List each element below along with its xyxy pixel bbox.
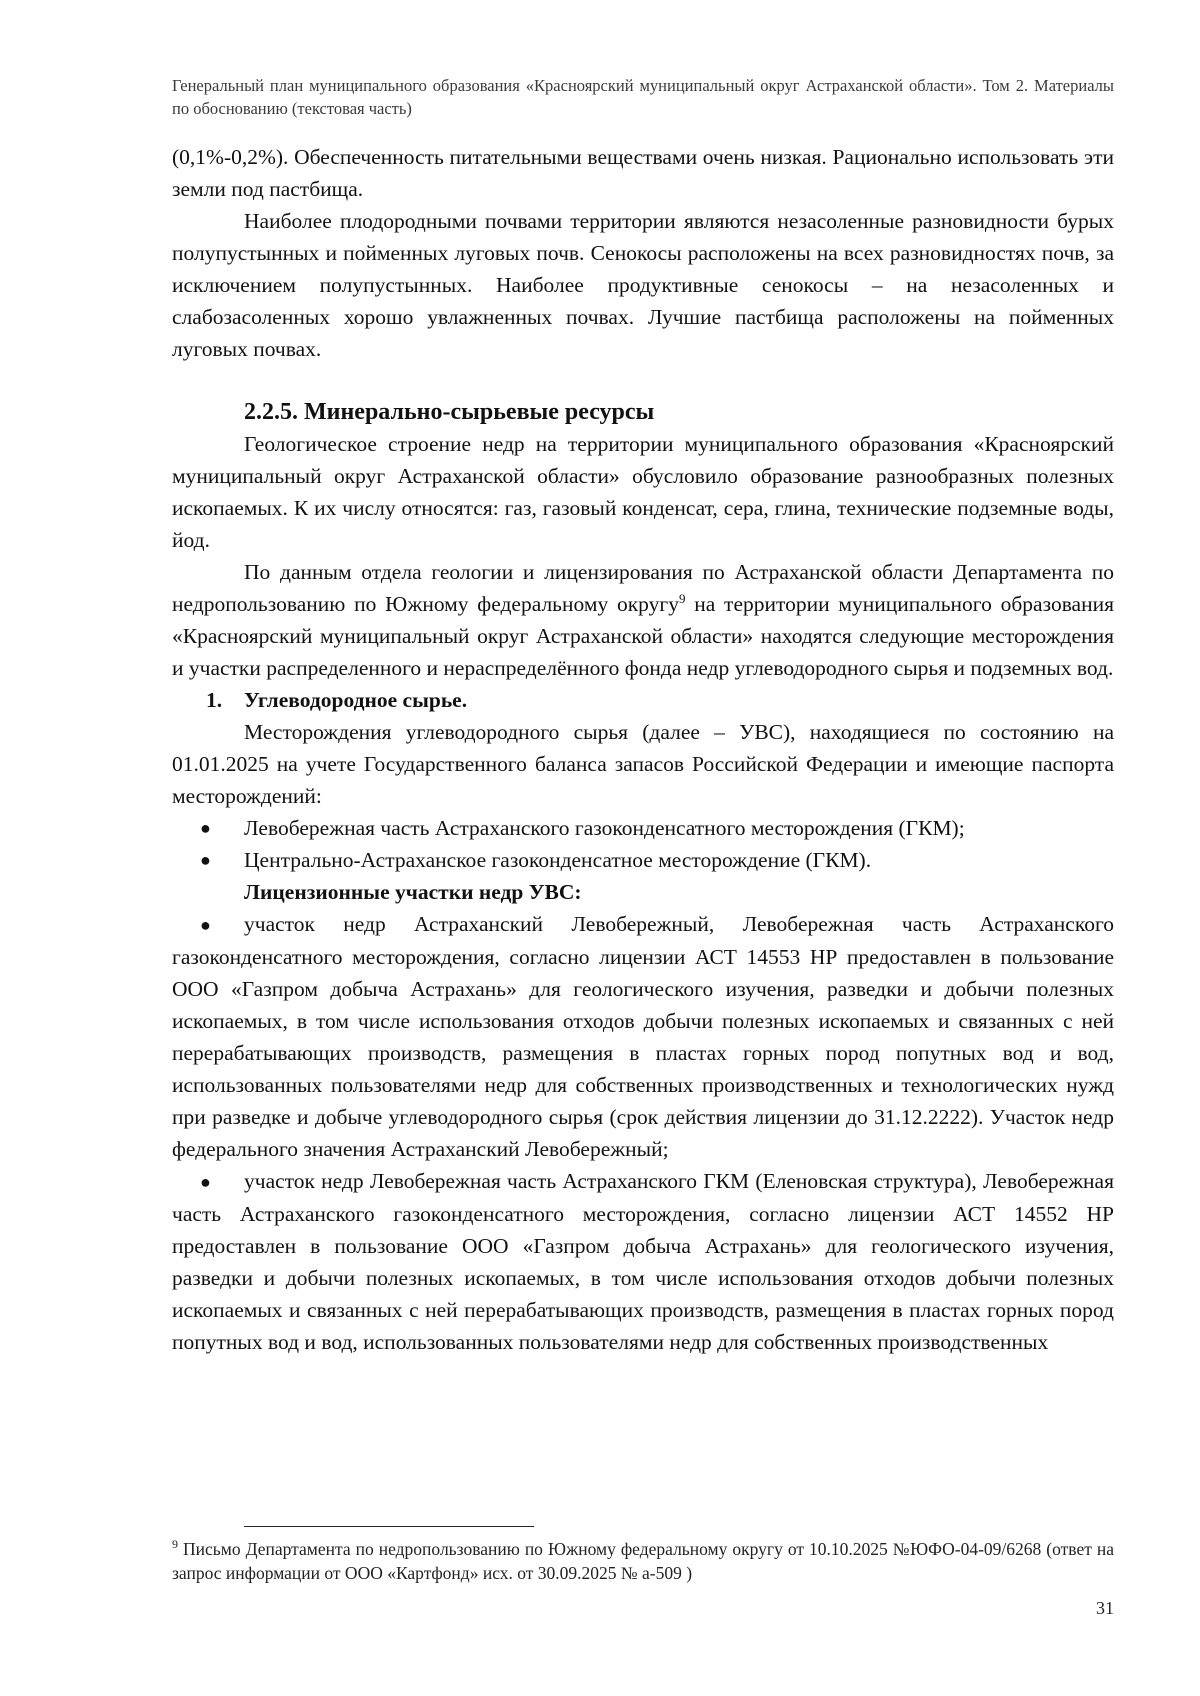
bullet-icon: ● <box>200 915 211 935</box>
paragraph-geology: Геологическое строение недр на территории муниципального образования «Красноярский муниципальный округ Астраханской области» обусловило образование разнообразных полезных ископаемых. К их числу относятся: газ, газовый конденсат, сера, глина, технические подземные воды, йод. <box>172 432 1114 552</box>
list-item <box>172 812 1114 844</box>
licensed-area-text: участок недр Левобережная часть Астраханского ГКМ (Еленовская структура), Левобережная часть Астраханского газоконденсатного месторождения, согласно лицензии АСТ 14552 НР предоставлен в пользование ООО «Газпром добыча Астрахань» для геологического изучения, разведки и добычи полезных ископаемых, в том числе использования отходов добычи полезных ископаемых и связанных с ней перерабатывающих производств, размещения в пластах горных пород попутных вод и вод, использованных пользователями недр для собственных производственных <box>172 1169 1114 1354</box>
department-data-text: По данным отдела геологии и лицензирования по Астраханской области Департамента по недропользованию по Южному федеральному округу <box>172 560 1114 616</box>
deposit-name: Левобережная часть Астраханского газоконденсатного месторождения (ГКМ); <box>244 816 965 840</box>
section-heading: 2.2.5. Минерально-сырьевые ресурсы <box>244 399 655 425</box>
footnote-number: 9 <box>172 1537 178 1552</box>
licensed-area-item <box>172 908 1114 1165</box>
deposit-name: Центрально-Астраханское газоконденсатное месторождение (ГКМ). <box>244 848 872 872</box>
list-number: 1. <box>206 688 223 712</box>
list-heading: Углеводородное сырье. <box>244 688 468 712</box>
footnote-separator <box>244 1526 534 1527</box>
footnote-reference[interactable]: 9 <box>678 590 686 606</box>
department-data-text-continued: на территории муниципального образования «Красноярский муниципальный округ Астраханской области» находятся следующие месторождения и участки распределенного и нераспределённого фонда недр углеводородного сырья и подземных вод. <box>172 592 1115 680</box>
licensed-areas-heading: Лицензионные участки недр УВС: <box>244 880 582 904</box>
paragraph-department-data <box>172 556 1114 684</box>
paragraph-soil-nutrients: (0,1%-0,2%). Обеспеченность питательными веществами очень низкая. Рационально использовать эти земли под пастбища. <box>172 145 1114 201</box>
licensed-area-item <box>172 1165 1114 1358</box>
bullet-icon: ● <box>200 850 211 870</box>
footnote-text: Письмо Департамента по недропользованию по Южному федеральному округу от 10.10.2025 №ЮФО-04-09/6268 (ответ на запрос информации от ООО «Картфонд» исх. от 30.09.2025 № а-509 ) <box>172 1539 1114 1583</box>
licensed-area-text: участок недр Астраханский Левобережный, Левобережная часть Астраханского газоконденсатного месторождения, согласно лицензии АСТ 14553 НР предоставлен в пользование ООО «Газпром добыча Астрахань» для геологического изучения, разведки и добычи полезных ископаемых, в том числе использования отходов добычи полезных ископаемых и связанных с ней перерабатывающих производств, размещения в пластах горных пород попутных вод и вод, использованных пользователями недр для собственных производственных и технологических нужд при разведке и добыче углеводородного сырья (срок действия лицензии до 31.12.2222). Участок недр федерального значения Астраханский Левобережный; <box>172 912 1114 1161</box>
numbered-list-item <box>206 684 1114 716</box>
paragraph-fertile-soils: Наиболее плодородными почвами территории являются незасоленные разновидности бурых полупустынных и пойменных луговых почв. Сенокосы расположены на всех разновидностях почв, за исключением полупустынных. Наиболее продуктивные сенокосы – на незасоленных и слабозасоленных хорошо увлажненных почвах. Лучшие пастбища расположены на пойменных луговых почвах. <box>172 209 1114 361</box>
page-body <box>172 141 1114 1358</box>
bullet-icon: ● <box>200 818 211 838</box>
page-number: 31 <box>1096 1598 1114 1618</box>
paragraph-hydrocarbon-deposits: Месторождения углеводородного сырья (далее – УВС), находящиеся по состоянию на 01.01.2025 на учете Государственного баланса запасов Российской Федерации и имеющие паспорта месторождений: <box>172 720 1114 808</box>
list-item <box>172 844 1114 876</box>
bullet-icon: ● <box>200 1172 211 1192</box>
running-header: Генеральный план муниципального образования «Красноярский муниципальный округ Астраханской области». Том 2. Материалы по обоснованию (текстовая часть) <box>172 76 1114 118</box>
footnote <box>172 1537 1114 1585</box>
